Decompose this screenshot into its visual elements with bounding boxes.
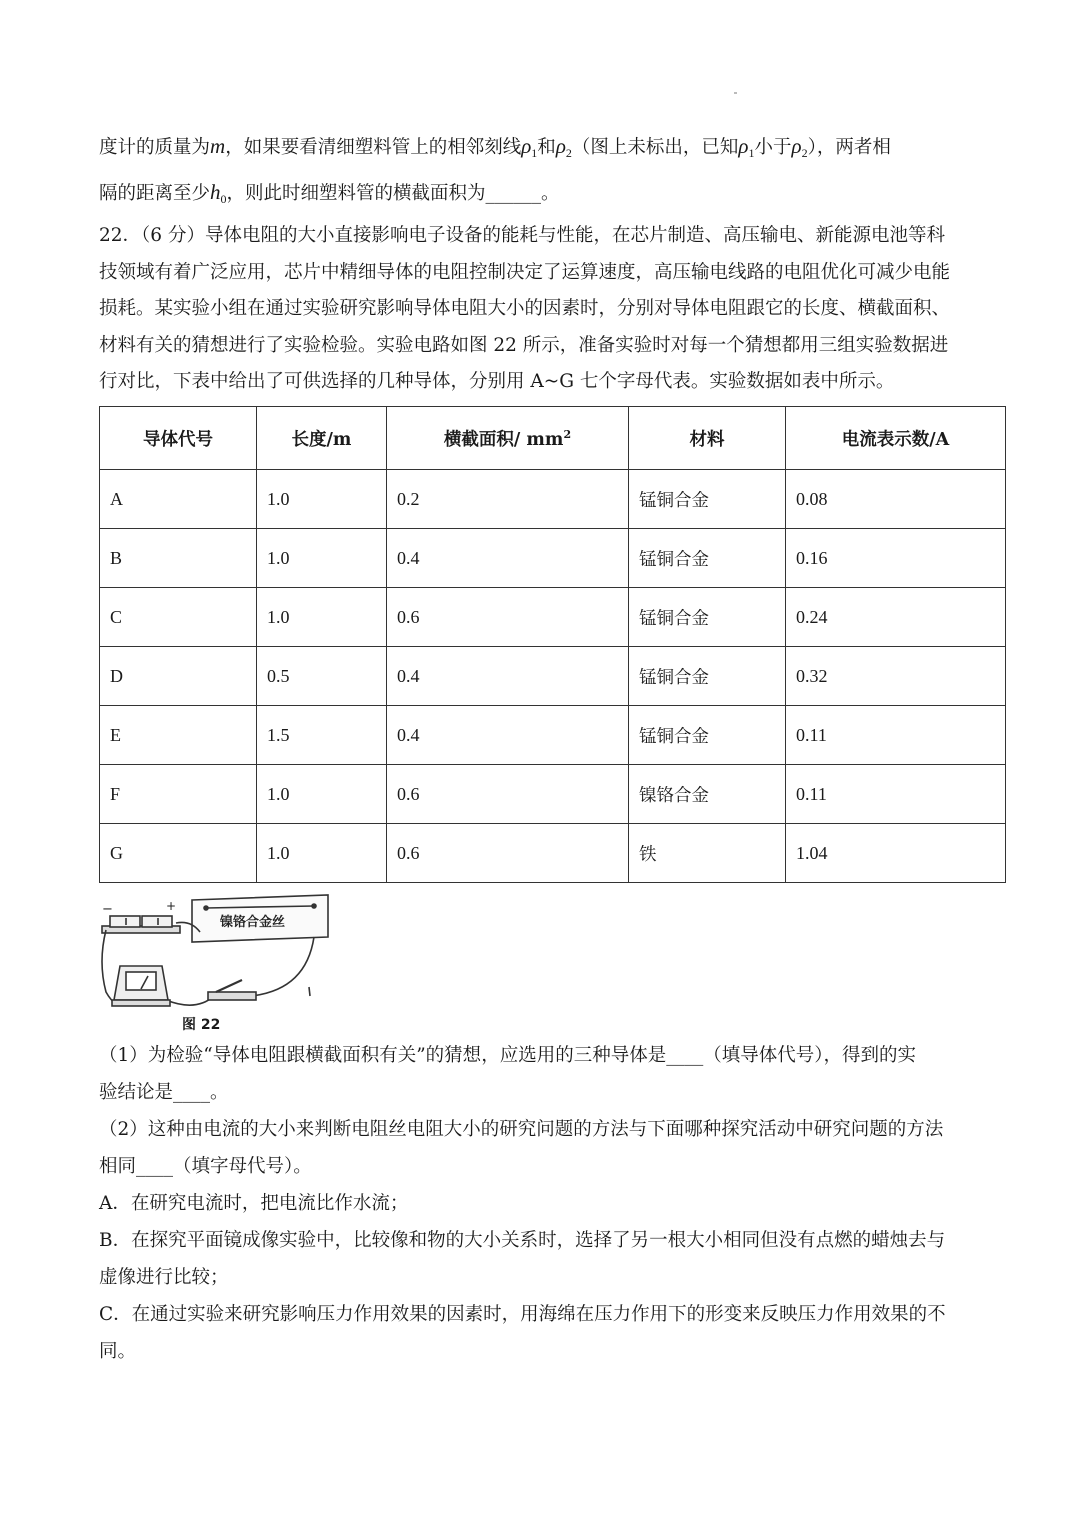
cell-length: 1.0 bbox=[257, 529, 387, 588]
option-c-cont: 同。 bbox=[99, 1341, 137, 1362]
cell-code: B bbox=[100, 529, 257, 588]
table-row bbox=[100, 765, 1006, 824]
battery-cell-1 bbox=[110, 916, 140, 927]
option-a: A．在研究电流时，把电流比作水流； bbox=[99, 1193, 409, 1214]
cell-material: 锰铜合金 bbox=[629, 529, 786, 588]
cell-area: 0.4 bbox=[387, 529, 629, 588]
table-row bbox=[100, 588, 1006, 647]
cell-code: A bbox=[100, 470, 257, 529]
cell-current: 0.08 bbox=[786, 470, 1006, 529]
table-row bbox=[100, 529, 1006, 588]
header-material: 材料 bbox=[629, 407, 786, 470]
header-length: 长度/m bbox=[257, 407, 387, 470]
intro-line-2: 隔的距离至少$h_0$，则此时细塑料管的横截面积为______。 bbox=[99, 180, 560, 206]
cell-length: 1.0 bbox=[257, 588, 387, 647]
cell-area: 0.2 bbox=[387, 470, 629, 529]
wire-bottom bbox=[166, 996, 214, 1005]
option-c: C．在通过实验来研究影响压力作用效果的因素时，用海绵在压力作用下的形变来反映压力作用效果的不 bbox=[99, 1304, 946, 1325]
header-code: 导体代号 bbox=[100, 407, 257, 470]
cell-area: 0.4 bbox=[387, 706, 629, 765]
battery-plus: + bbox=[166, 899, 177, 913]
cell-code: F bbox=[100, 765, 257, 824]
cell-material: 镍铬合金 bbox=[629, 765, 786, 824]
cell-code: G bbox=[100, 824, 257, 883]
figure-caption: 图 22 bbox=[182, 1017, 221, 1033]
cell-current: 1.04 bbox=[786, 824, 1006, 883]
var-rho-2: $\rho_2$ bbox=[555, 134, 572, 160]
battery-cell-2 bbox=[142, 916, 172, 927]
header-area: 横截面积/ $mm^2$ bbox=[387, 407, 629, 470]
cell-current: 0.11 bbox=[786, 765, 1006, 824]
var-h0: $h_0$ bbox=[210, 180, 227, 206]
cell-length: 1.0 bbox=[257, 470, 387, 529]
var-m: m bbox=[210, 134, 226, 158]
ammeter-dial bbox=[126, 972, 156, 990]
question-line: 22．（6 分）导体电阻的大小直接影响电子设备的能耗与性能，在芯片制造、高压输电、新能源电池等科 bbox=[99, 225, 945, 246]
circuit-diagram bbox=[96, 892, 346, 1037]
cell-length: 1.0 bbox=[257, 765, 387, 824]
table-row bbox=[100, 706, 1006, 765]
var-rho-1b: $\rho_1$ bbox=[738, 134, 755, 160]
option-b: B．在探究平面镜成像实验中，比较像和物的大小关系时，选择了另一根大小相同但没有点燃的蜡烛去与 bbox=[99, 1230, 946, 1251]
var-rho-1: $\rho_1$ bbox=[521, 134, 538, 160]
table-row bbox=[100, 470, 1006, 529]
cell-material: 锰铜合金 bbox=[629, 470, 786, 529]
conductor-table bbox=[99, 406, 1006, 883]
cell-current: 0.24 bbox=[786, 588, 1006, 647]
cell-current: 0.16 bbox=[786, 529, 1006, 588]
subquestion-line: 验结论是____。 bbox=[99, 1082, 229, 1103]
cell-length: 0.5 bbox=[257, 647, 387, 706]
question-line: 技领域有着广泛应用，芯片中精细导体的电阻控制决定了运算速度，高压输电线路的电阻优化可减少电能 bbox=[99, 262, 951, 283]
cell-code: C bbox=[100, 588, 257, 647]
subquestion-line: （1）为检验“导体电阻跟横截面积有关”的猜想，应选用的三种导体是____（填导体代号），得到的实 bbox=[99, 1045, 916, 1066]
cell-current: 0.11 bbox=[786, 706, 1006, 765]
cell-length: 1.5 bbox=[257, 706, 387, 765]
subquestion-line: （2）这种由电流的大小来判断电阻丝电阻大小的研究问题的方法与下面哪种探究活动中研究问题的方法 bbox=[99, 1119, 944, 1140]
question-line: 损耗。某实验小组在通过实验研究影响导体电阻大小的因素时，分别对导体电阻跟它的长度、横截面积、 bbox=[99, 298, 951, 319]
switch-base bbox=[208, 992, 256, 1000]
cell-material: 锰铜合金 bbox=[629, 588, 786, 647]
cell-material: 锰铜合金 bbox=[629, 706, 786, 765]
cell-length: 1.0 bbox=[257, 824, 387, 883]
cell-material: 铁 bbox=[629, 824, 786, 883]
question-line: 材料有关的猜想进行了实验检验。实验电路如图 22 所示，准备实验时对每一个猜想都用三组实验数据进 bbox=[99, 335, 949, 356]
cell-code: E bbox=[100, 706, 257, 765]
cell-area: 0.6 bbox=[387, 765, 629, 824]
cell-current: 0.32 bbox=[786, 647, 1006, 706]
switch-lever bbox=[216, 980, 242, 992]
var-rho-2b: $\rho_2$ bbox=[791, 134, 808, 160]
wire-label: 镍铬合金丝 bbox=[220, 915, 286, 930]
intro-line-1: 度计的质量为m，如果要看清细塑料管上的相邻刻线$\rho_1$和$\rho_2$（图上未标出，已知$\rho_1$小于$\rho_2$），两者相 bbox=[99, 134, 891, 160]
cell-area: 0.6 bbox=[387, 588, 629, 647]
cell-material: 锰铜合金 bbox=[629, 647, 786, 706]
scan-speck bbox=[734, 92, 737, 94]
cell-code: D bbox=[100, 647, 257, 706]
table-row bbox=[100, 824, 1006, 883]
question-line: 行对比，下表中给出了可供选择的几种导体，分别用 A~G 七个字母代表。实验数据如表中所示。 bbox=[99, 371, 895, 392]
table-header-row bbox=[100, 407, 1006, 470]
battery-minus: − bbox=[102, 902, 113, 917]
table-row bbox=[100, 647, 1006, 706]
header-current: 电流表示数/A bbox=[786, 407, 1006, 470]
option-b-cont: 虚像进行比较； bbox=[99, 1267, 229, 1288]
cell-area: 0.4 bbox=[387, 647, 629, 706]
wire-right bbox=[251, 937, 314, 996]
subquestion-line: 相同____（填字母代号）。 bbox=[99, 1156, 312, 1177]
cell-area: 0.6 bbox=[387, 824, 629, 883]
